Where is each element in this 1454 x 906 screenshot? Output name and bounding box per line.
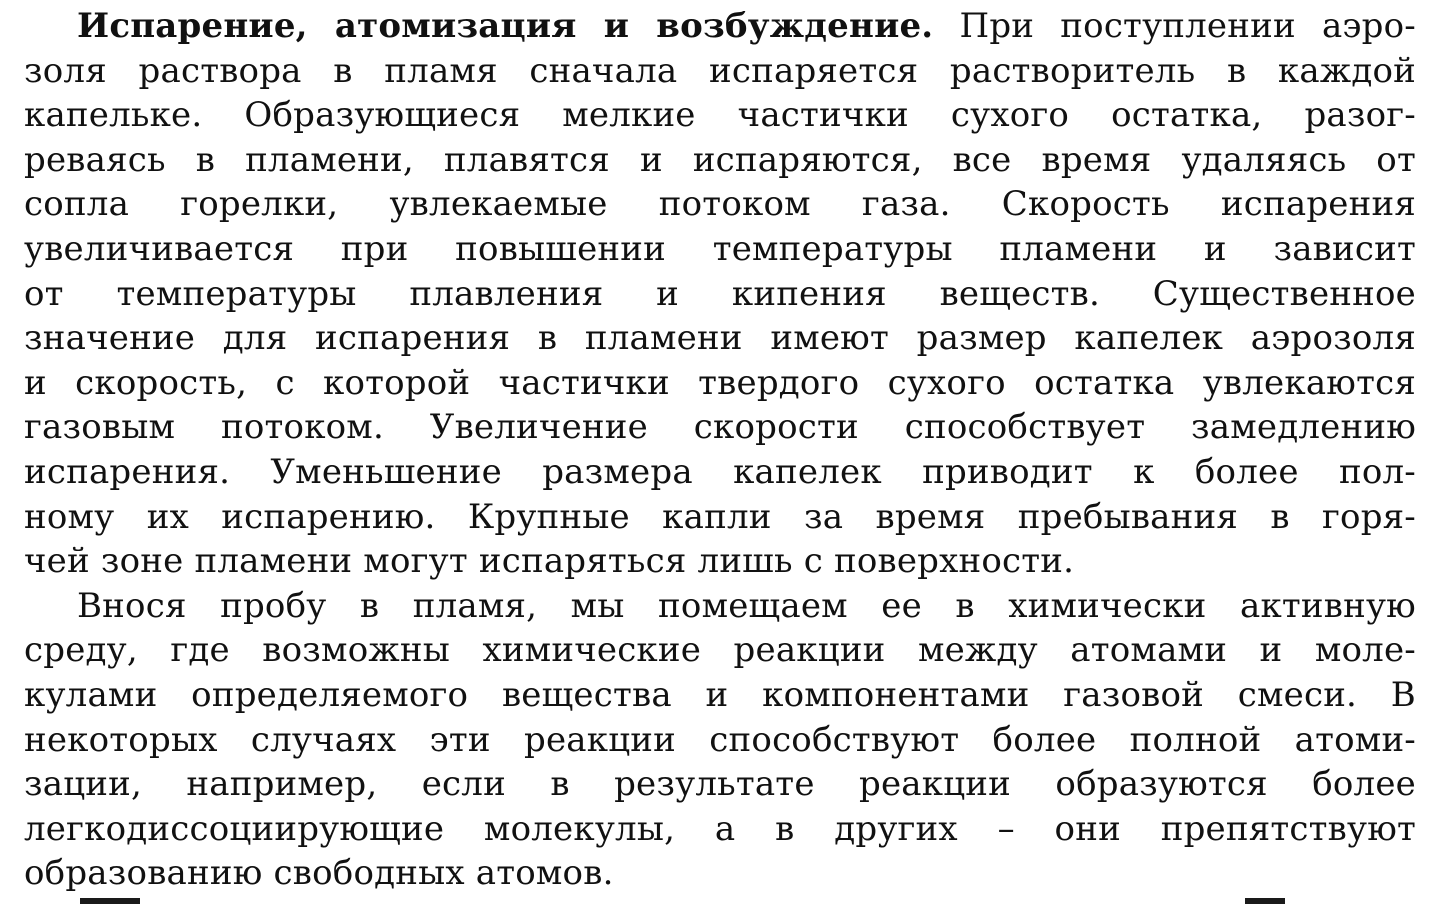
cropped-next-line — [0, 893, 1454, 906]
text-line-content: При поступлении аэро- — [959, 6, 1416, 46]
text-line: капельке. Образующиеся мелкие частички сухого остатка, разог- — [24, 95, 1416, 136]
text-line: ному их испарению. Крупные капли за время пребывания в горя- — [24, 496, 1416, 537]
text-line: золя раствора в пламя сначала испаряется растворитель в каждой — [24, 50, 1416, 91]
text-line: некоторых случаях эти реакции способствуют более полной атоми- — [24, 719, 1416, 760]
text-line: зации, например, если в результате реакции образуются более — [24, 764, 1416, 805]
text-line: от температуры плавления и кипения веществ. Существенное — [24, 273, 1416, 314]
paragraph-evaporation — [24, 4, 1416, 584]
text-line: кулами определяемого вещества и компонентами газовой смеси. В — [24, 674, 1416, 715]
text-line: сопла горелки, увлекаемые потоком газа. Скорость испарения — [24, 184, 1416, 225]
cropped-glyph-fragment — [1245, 898, 1285, 904]
text-line: среду, где возможны химические реакции между атомами и моле- — [24, 630, 1416, 671]
text-line: чей зоне пламени могут испаряться лишь с поверхности. — [24, 541, 1075, 582]
text-line: реваясь в пламени, плавятся и испаряются, все время удаляясь от — [24, 139, 1416, 180]
document-page — [24, 4, 1416, 896]
text-line: и скорость, с которой частички твердого сухого остатка увлекаются — [24, 362, 1416, 403]
paragraph-heading: Испарение, атомизация и возбуждение. — [77, 6, 934, 46]
text-line: испарения. Уменьшение размера капелек приводит к более пол- — [24, 451, 1416, 492]
text-line: газовым потоком. Увеличение скорости способствует замедлению — [24, 407, 1416, 448]
text-line: Внося пробу в пламя, мы помещаем ее в химически активную — [77, 585, 1416, 626]
text-line: легкодиссоциирующие молекулы, а в других – они препятствуют — [24, 808, 1416, 849]
text-line: образованию свободных атомов. — [24, 853, 614, 894]
text-line: значение для испарения в пламени имеют размер капелек аэрозоля — [24, 318, 1416, 359]
text-line — [24, 4, 1416, 49]
text-line: увеличивается при повышении температуры пламени и зависит — [24, 228, 1416, 269]
cropped-glyph-fragment — [80, 898, 140, 904]
paragraph-chemical-reactions — [24, 584, 1416, 896]
